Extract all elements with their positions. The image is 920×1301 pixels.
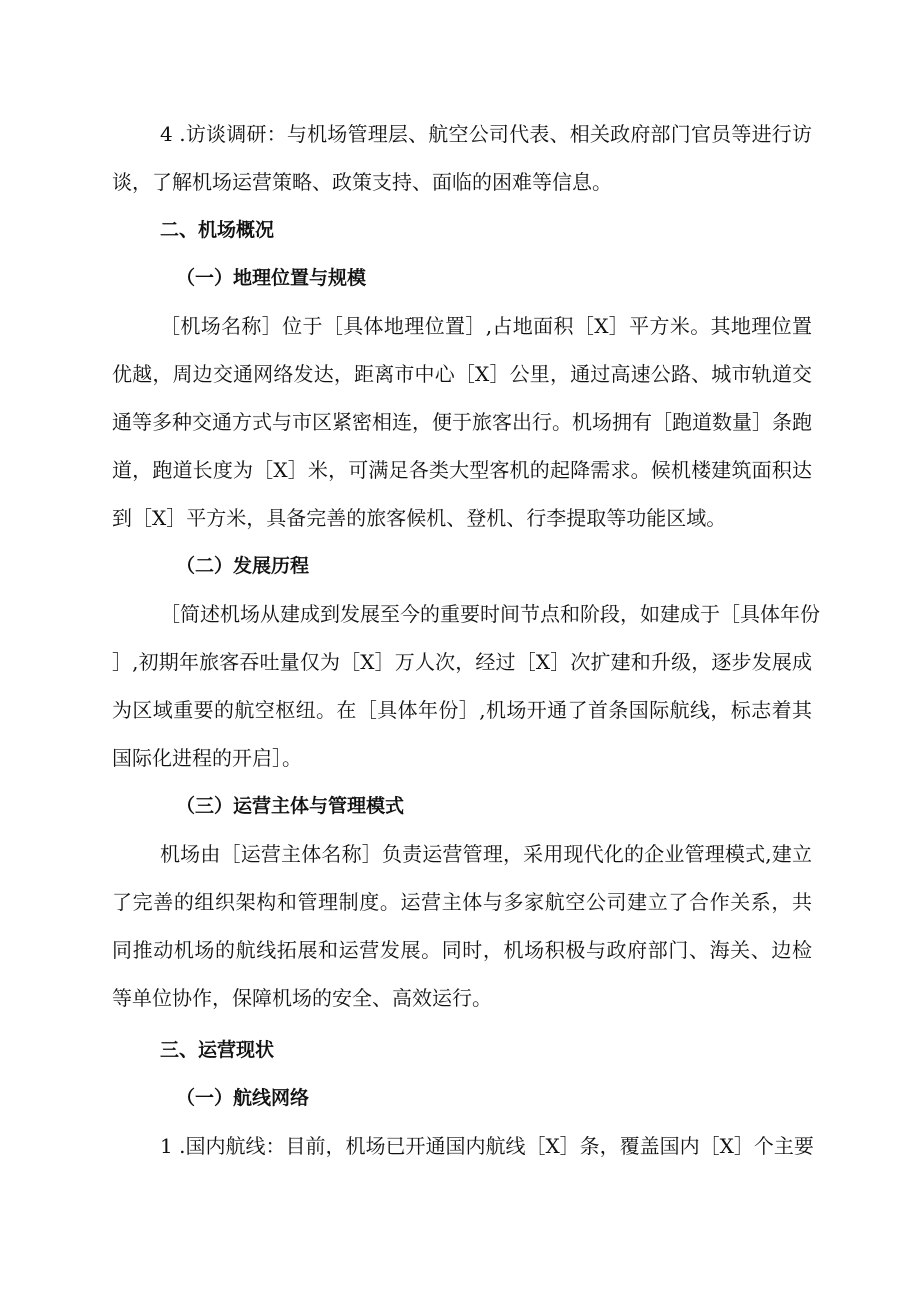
operator-line-3: 同推动机场的航线拓展和运营发展。同时，机场积极与政府部门、海关、边检 [112,938,812,962]
routes-line-1: 1 .国内航线：目前，机场已开通国内航线［X］条，覆盖国内［X］个主要 [160,1134,814,1158]
interview-line-1: 4 .访谈调研：与机场管理层、航空公司代表、相关政府部门官员等进行访 [160,122,812,146]
operator-line-4: 等单位协作，保障机场的安全、高效运行。 [112,986,492,1010]
history-line-4: 国际化进程的开启］。 [112,746,302,770]
geo-line-4: 道，跑道长度为［X］米，可满足各类大型客机的起降需求。候机楼建筑面积达 [112,458,812,482]
geo-line-2: 优越，周边交通网络发达，距离市中心［X］公里，通过高速公路、城市轨道交 [112,362,812,386]
history-line-1: ［简述机场从建成到发展至今的重要时间节点和阶段，如建成于［具体年份 [160,602,820,626]
section-2-sub-3-heading: （三）运营主体与管理模式 [176,795,405,817]
operator-line-2: 了完善的组织架构和管理制度。运营主体与多家航空公司建立了合作关系，共 [112,890,812,914]
interview-line-2: 谈，了解机场运营策略、政策支持、面临的困难等信息。 [112,170,612,194]
section-2-sub-2-heading: （二）发展历程 [176,555,310,577]
geo-line-3: 通等多种交通方式与市区紧密相连，便于旅客出行。机场拥有［跑道数量］条跑 [112,410,812,434]
section-3-heading: 三、运营现状 [160,1039,275,1061]
history-line-3: 为区域重要的航空枢纽。在［具体年份］,机场开通了首条国际航线，标志着其 [112,698,812,722]
section-3-sub-1-heading: （一）航线网络 [176,1087,310,1109]
section-2-sub-1-heading: （一）地理位置与规模 [176,267,367,289]
operator-line-1: 机场由［运营主体名称］负责运营管理，采用现代化的企业管理模式,建立 [160,842,812,866]
geo-line-5: 到［X］平方米，具备完善的旅客候机、登机、行李提取等功能区域。 [112,506,727,530]
history-line-2: ］,初期年旅客吞吐量仅为［X］万人次，经过［X］次扩建和升级，逐步发展成 [112,650,812,674]
geo-line-1: ［机场名称］位于［具体地理位置］,占地面积［X］平方米。其地理位置 [160,314,812,338]
section-2-heading: 二、机场概况 [160,219,275,241]
